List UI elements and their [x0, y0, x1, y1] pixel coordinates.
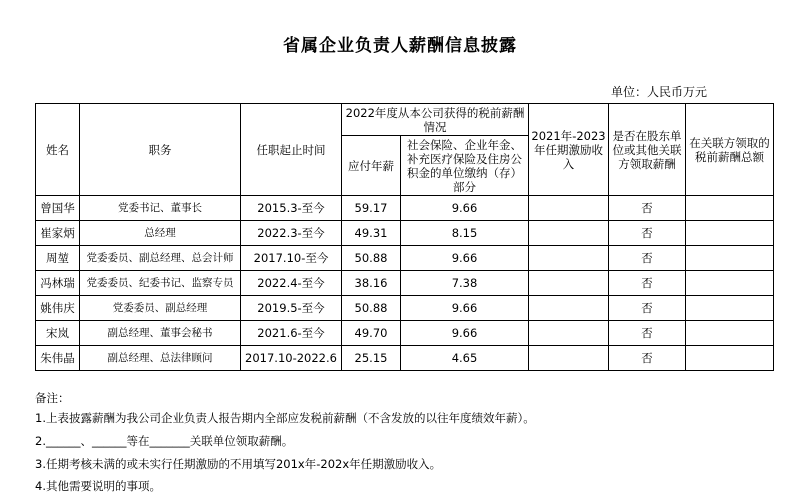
cell-position: 副总经理、董事会秘书 — [80, 321, 241, 346]
cell-incentive — [529, 321, 609, 346]
cell-related-total — [686, 296, 774, 321]
cell-incentive — [529, 221, 609, 246]
cell-name: 宋岚 — [36, 321, 80, 346]
cell-name: 冯林瑞 — [36, 271, 80, 296]
table-row — [36, 246, 774, 271]
table-row — [36, 196, 774, 221]
cell-position: 党委委员、纪委书记、监察专员 — [80, 271, 241, 296]
note-1: 1.上表披露薪酬为我公司企业负责人报告期内全部应发税前薪酬（不含发放的以往年度绩效年薪）。 — [35, 411, 535, 425]
cell-position: 党委委员、副总经理 — [80, 296, 241, 321]
cell-social: 9.66 — [401, 196, 529, 221]
cell-related-total — [686, 196, 774, 221]
note-4: 4.其他需要说明的事项。 — [35, 479, 161, 493]
page-title: 省属企业负责人薪酬信息披露 — [283, 36, 517, 56]
table-row — [36, 271, 774, 296]
cell-name: 崔家炳 — [36, 221, 80, 246]
cell-social: 9.66 — [401, 321, 529, 346]
cell-term: 2015.3-至今 — [241, 196, 342, 221]
cell-term: 2017.10-至今 — [241, 246, 342, 271]
cell-incentive — [529, 246, 609, 271]
cell-incentive — [529, 271, 609, 296]
cell-payable: 50.88 — [342, 296, 401, 321]
cell-related: 否 — [609, 196, 686, 221]
cell-related: 否 — [609, 271, 686, 296]
table-row — [36, 296, 774, 321]
header-related-total: 在关联方领取的税前薪酬总额 — [686, 104, 774, 196]
unit-label: 单位：人民币万元 — [611, 85, 708, 99]
cell-term: 2022.3-至今 — [241, 221, 342, 246]
cell-position: 副总经理、总法律顾问 — [80, 346, 241, 371]
cell-related-total — [686, 346, 774, 371]
cell-incentive — [529, 296, 609, 321]
cell-payable: 50.88 — [342, 246, 401, 271]
cell-related-total — [686, 246, 774, 271]
header-term: 任职起止时间 — [241, 104, 342, 196]
cell-name: 周堃 — [36, 246, 80, 271]
cell-name: 姚伟庆 — [36, 296, 80, 321]
cell-related: 否 — [609, 346, 686, 371]
cell-related-total — [686, 271, 774, 296]
table-row — [36, 221, 774, 246]
note-2: 2.______、______等在_______关联单位领取薪酬。 — [35, 434, 294, 448]
salary-table — [35, 103, 774, 371]
cell-related: 否 — [609, 246, 686, 271]
cell-term: 2019.5-至今 — [241, 296, 342, 321]
header-position: 职务 — [80, 104, 241, 196]
cell-name: 曾国华 — [36, 196, 80, 221]
cell-position: 党委书记、董事长 — [80, 196, 241, 221]
cell-social: 9.66 — [401, 296, 529, 321]
header-2022-group: 2022年度从本公司获得的税前薪酬情况 — [342, 104, 529, 136]
cell-social: 4.65 — [401, 346, 529, 371]
cell-related-total — [686, 321, 774, 346]
cell-term: 2022.4-至今 — [241, 271, 342, 296]
header-social: 社会保险、企业年金、补充医疗保险及住房公积金的单位缴纳（存）部分 — [401, 136, 529, 196]
cell-name: 朱伟晶 — [36, 346, 80, 371]
note-3: 3.任期考核未满的或未实行任期激励的不用填写201x年-202x年任期激励收入。 — [35, 457, 442, 471]
cell-payable: 49.31 — [342, 221, 401, 246]
header-name: 姓名 — [36, 104, 80, 196]
header-incentive: 2021年-2023年任期激励收入 — [529, 104, 609, 196]
table-row — [36, 321, 774, 346]
cell-payable: 59.17 — [342, 196, 401, 221]
cell-position: 党委委员、副总经理、总会计师 — [80, 246, 241, 271]
cell-incentive — [529, 196, 609, 221]
cell-payable: 49.70 — [342, 321, 401, 346]
notes-heading: 备注： — [35, 391, 70, 405]
cell-social: 9.66 — [401, 246, 529, 271]
header-related: 是否在股东单位或其他关联方领取薪酬 — [609, 104, 686, 196]
cell-related-total — [686, 221, 774, 246]
cell-term: 2017.10-2022.6 — [241, 346, 342, 371]
cell-payable: 25.15 — [342, 346, 401, 371]
cell-position: 总经理 — [80, 221, 241, 246]
cell-related: 否 — [609, 221, 686, 246]
cell-payable: 38.16 — [342, 271, 401, 296]
cell-term: 2021.6-至今 — [241, 321, 342, 346]
cell-related: 否 — [609, 296, 686, 321]
cell-incentive — [529, 346, 609, 371]
cell-related: 否 — [609, 321, 686, 346]
header-payable: 应付年薪 — [342, 136, 401, 196]
cell-social: 8.15 — [401, 221, 529, 246]
cell-social: 7.38 — [401, 271, 529, 296]
table-row — [36, 346, 774, 371]
